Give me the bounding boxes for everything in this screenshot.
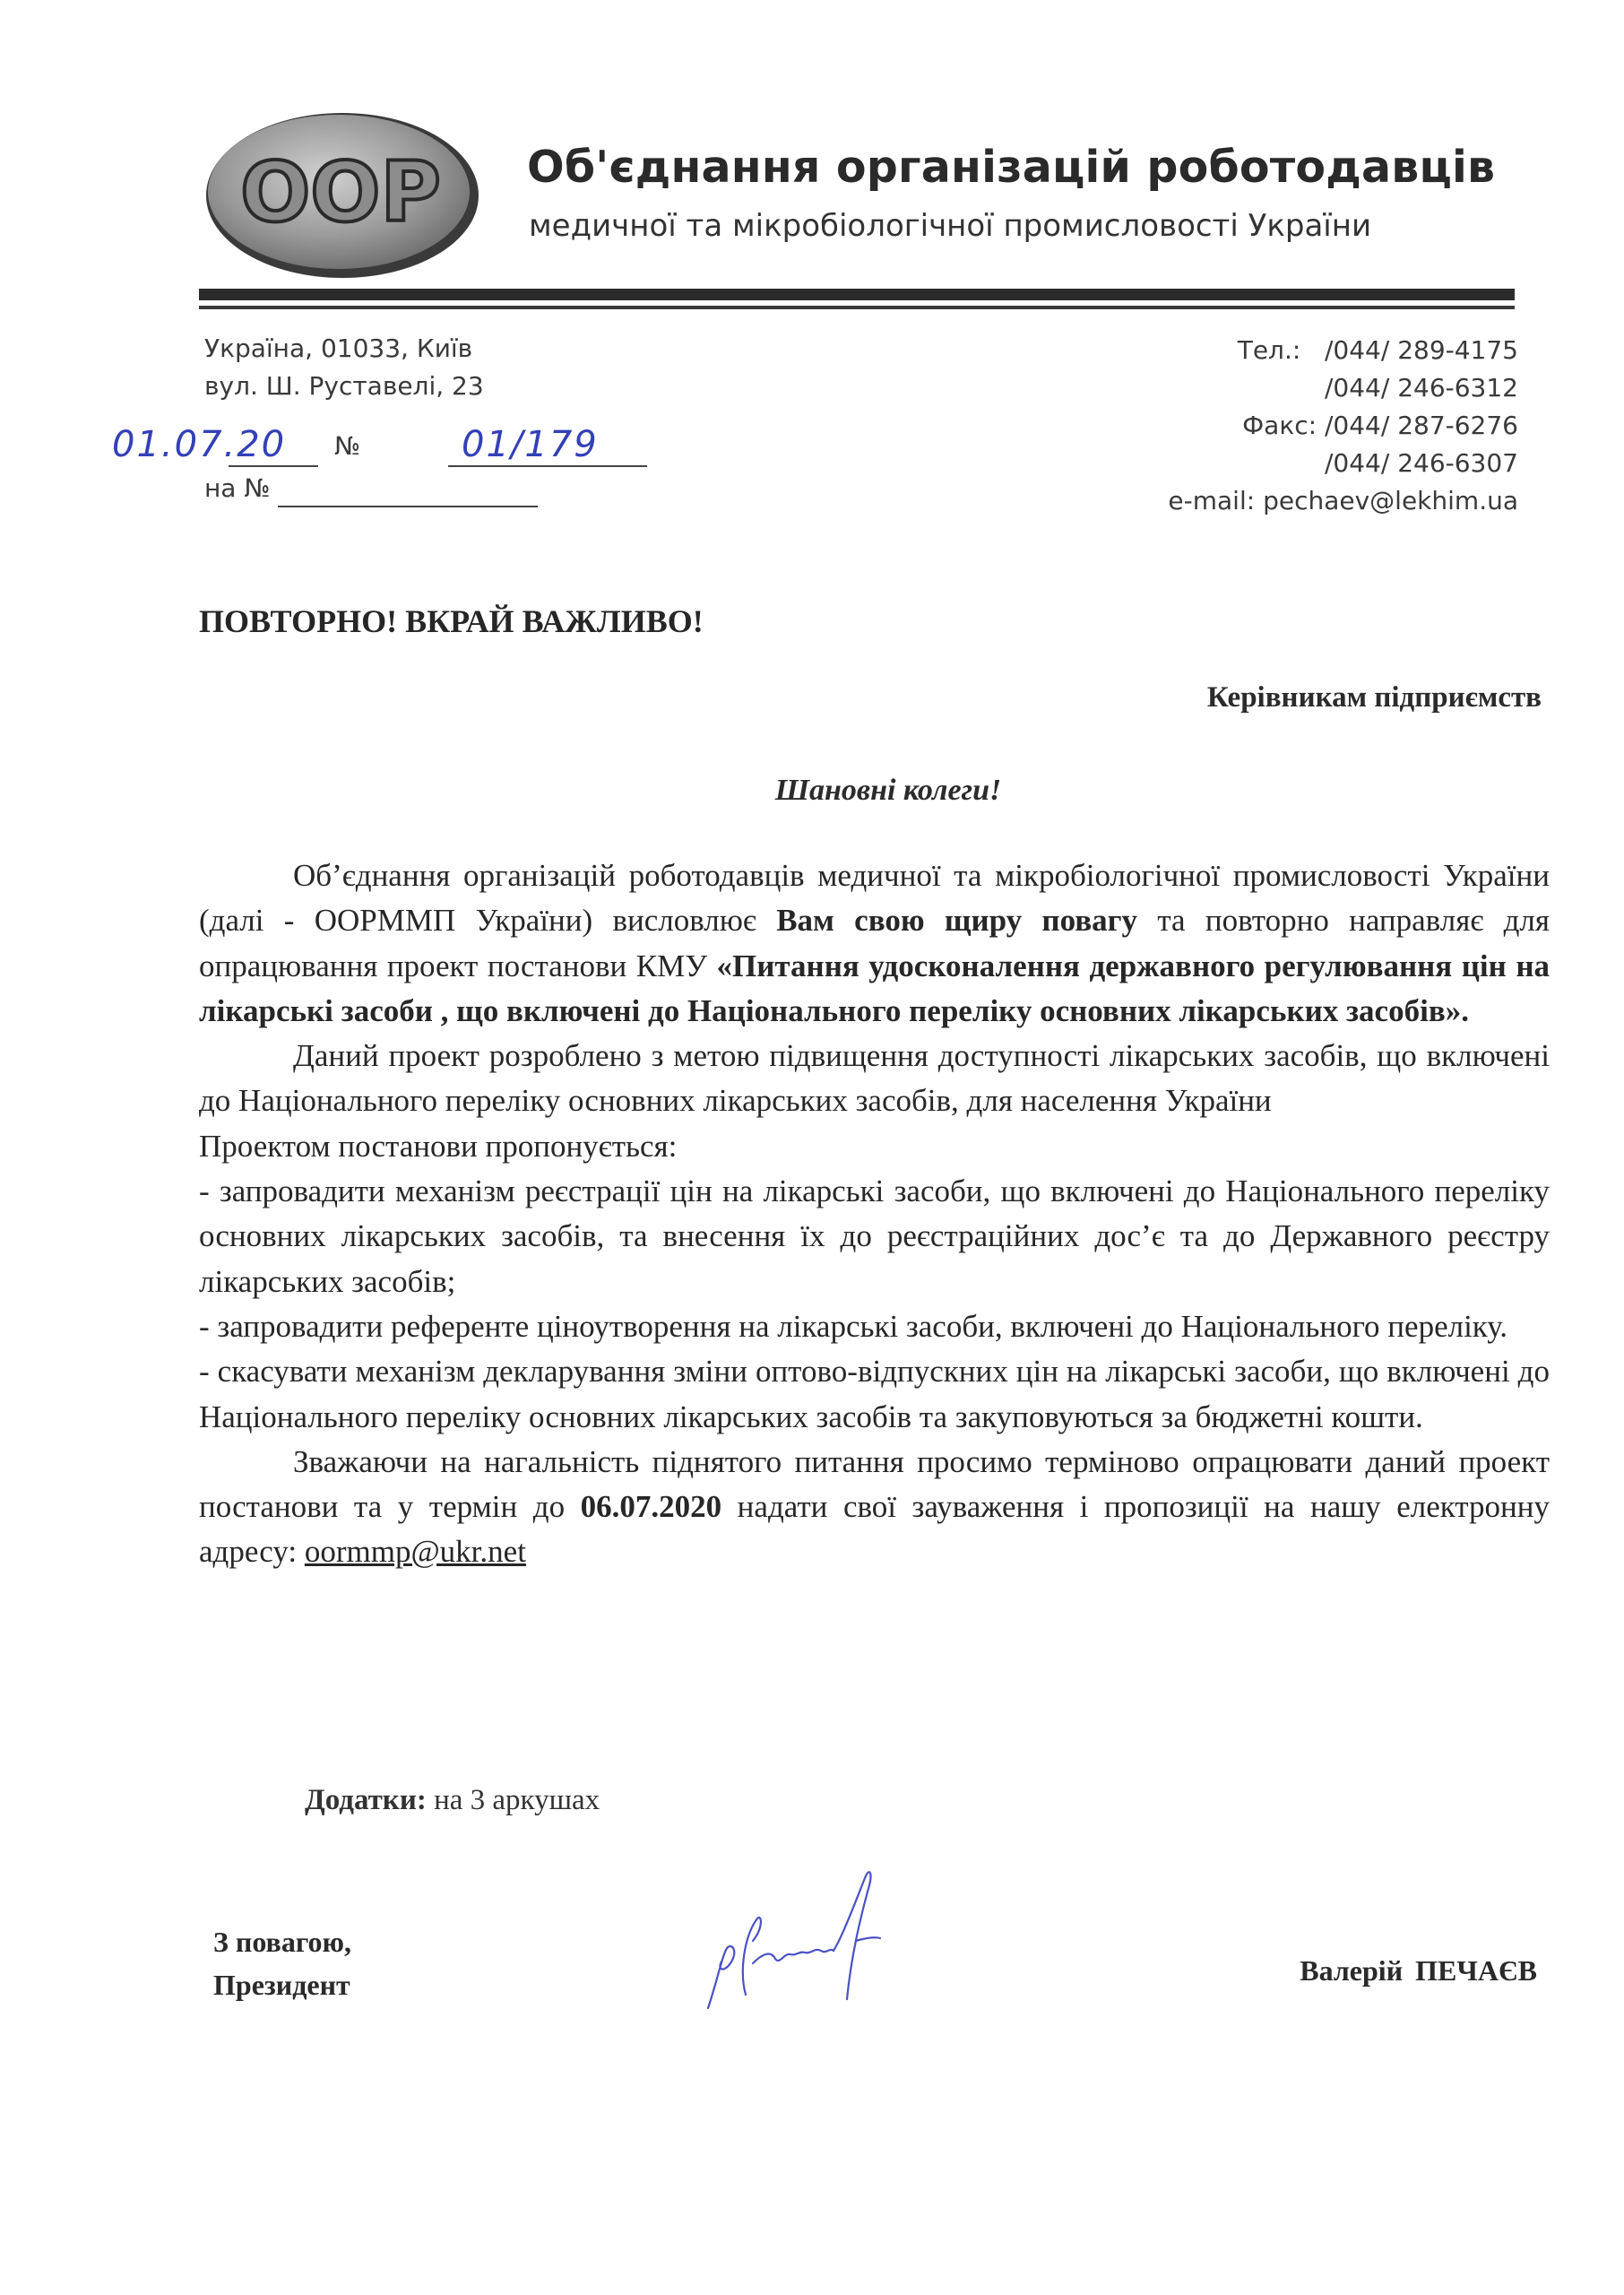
oop-logo-icon — [199, 106, 486, 285]
organization-title: Об'єднання організацій роботодавців — [527, 142, 1496, 193]
letter-body — [199, 853, 1550, 1575]
fax-row-1 — [1168, 407, 1518, 445]
letterhead-divider-thick — [199, 289, 1515, 300]
phone-number: /044/ 246-6312 — [1324, 373, 1518, 403]
phone-row-2 — [1168, 369, 1518, 407]
proposal-item: - запровадити механізм реєстрації цін на лікарські засоби, що включені до Національного переліку основних лікарських засобів, та внесення їх до реєстраційних дос’є та до Державного реєстру лікарських засобів; — [199, 1173, 1550, 1299]
attachments-label: Додатки: — [305, 1784, 427, 1816]
number-underline — [448, 465, 647, 467]
organization-subtitle: медичної та мікробіологічної промисловості України — [529, 208, 1372, 244]
logo-text: OOP — [240, 144, 441, 240]
request-text-cont: надати свої зауваження і пропозиції на нашу електронну адресу: — [199, 1489, 1550, 1570]
email-row — [1168, 482, 1518, 520]
intro-text-cont: та повторно направляє для опрацювання проект постанови КМУ — [199, 903, 1551, 983]
intro-text: Об’єднання організацій роботодавців медичної та мікробіологічної промисловості України (далі - ООРММП України) висловлює — [199, 858, 1550, 939]
intro-paragraph — [199, 853, 1550, 1034]
closing-block — [213, 1920, 351, 2006]
purpose-paragraph: Даний проект розроблено з метою підвищення доступності лікарських засобів, що включені до Національного переліку основних лікарських засобів, для населення України — [199, 1038, 1550, 1119]
fax-row-2 — [1168, 445, 1518, 482]
reply-number-underline — [278, 506, 538, 507]
address-line-1: Україна, 01033, Київ — [204, 333, 473, 363]
handwritten-signature — [690, 1865, 995, 2017]
fax-number: /044/ 246-6307 — [1324, 448, 1518, 478]
signature-icon — [690, 1865, 995, 2017]
proposal-item: - запровадити референте ціноутворення на лікарські засоби, включені до Національного переліку. — [199, 1308, 1508, 1344]
fax-label: Факс: — [1242, 411, 1317, 440]
email-address[interactable]: pechaev@lekhim.ua — [1263, 486, 1518, 515]
phone-label: Тел.: — [1237, 335, 1301, 365]
reply-number-label: на № — [204, 473, 271, 503]
draft-resolution-title: «Питання удосконалення державного регулювання цін на лікарські засоби , що включені до Національного переліку основних лікарських засобів». — [199, 948, 1550, 1028]
number-label: № — [334, 431, 361, 461]
email-label: e-mail: — [1168, 486, 1256, 515]
organization-logo — [199, 106, 486, 285]
intro-respect-bold: Вам свою щиру повагу — [776, 903, 1138, 939]
postal-address — [204, 330, 484, 405]
reply-reference — [204, 473, 271, 503]
attachments-value: на 3 аркушах — [426, 1784, 600, 1816]
address-line-2: вул. Ш. Руставелі, 23 — [204, 371, 484, 401]
contact-block — [1168, 332, 1518, 520]
date-underline — [229, 465, 318, 467]
proposals-intro: Проектом постанови пропонується: — [199, 1128, 678, 1164]
proposal-item: - скасувати механізм декларування зміни оптово-відпускних цін на лікарські засоби, що включені до Національного переліку основних лікарських засобів та закуповуються за бюджетні кошти. — [199, 1354, 1550, 1434]
greeting: Шановні колеги! — [774, 774, 1002, 807]
deadline-date: 06.07.2020 — [580, 1489, 722, 1525]
letterhead-divider-thin — [199, 306, 1515, 309]
attachments-note — [305, 1784, 600, 1817]
handwritten-reference-number: 01/179 — [462, 424, 599, 465]
phone-row-1 — [1168, 332, 1518, 369]
response-email-link[interactable]: oormmp@ukr.net — [304, 1534, 526, 1570]
request-text: Зважаючи на нагальність піднятого питання просимо терміново опрацювати даний проект постанови та у термін до — [199, 1443, 1550, 1525]
request-paragraph — [199, 1440, 1550, 1575]
phone-number: /044/ 289-4175 — [1324, 335, 1518, 365]
closing-regards: З повагою, — [213, 1926, 351, 1958]
addressee: Керівникам підприємств — [1206, 681, 1542, 714]
signer-position: Президент — [213, 1969, 350, 2001]
signer-name: Валерій ПЕЧАЄВ — [1300, 1954, 1537, 1987]
fax-number: /044/ 287-6276 — [1324, 411, 1518, 440]
urgent-heading: ПОВТОРНО! ВКРАЙ ВАЖЛИВО! — [199, 603, 704, 639]
handwritten-date: 01.07.20 — [112, 424, 287, 465]
